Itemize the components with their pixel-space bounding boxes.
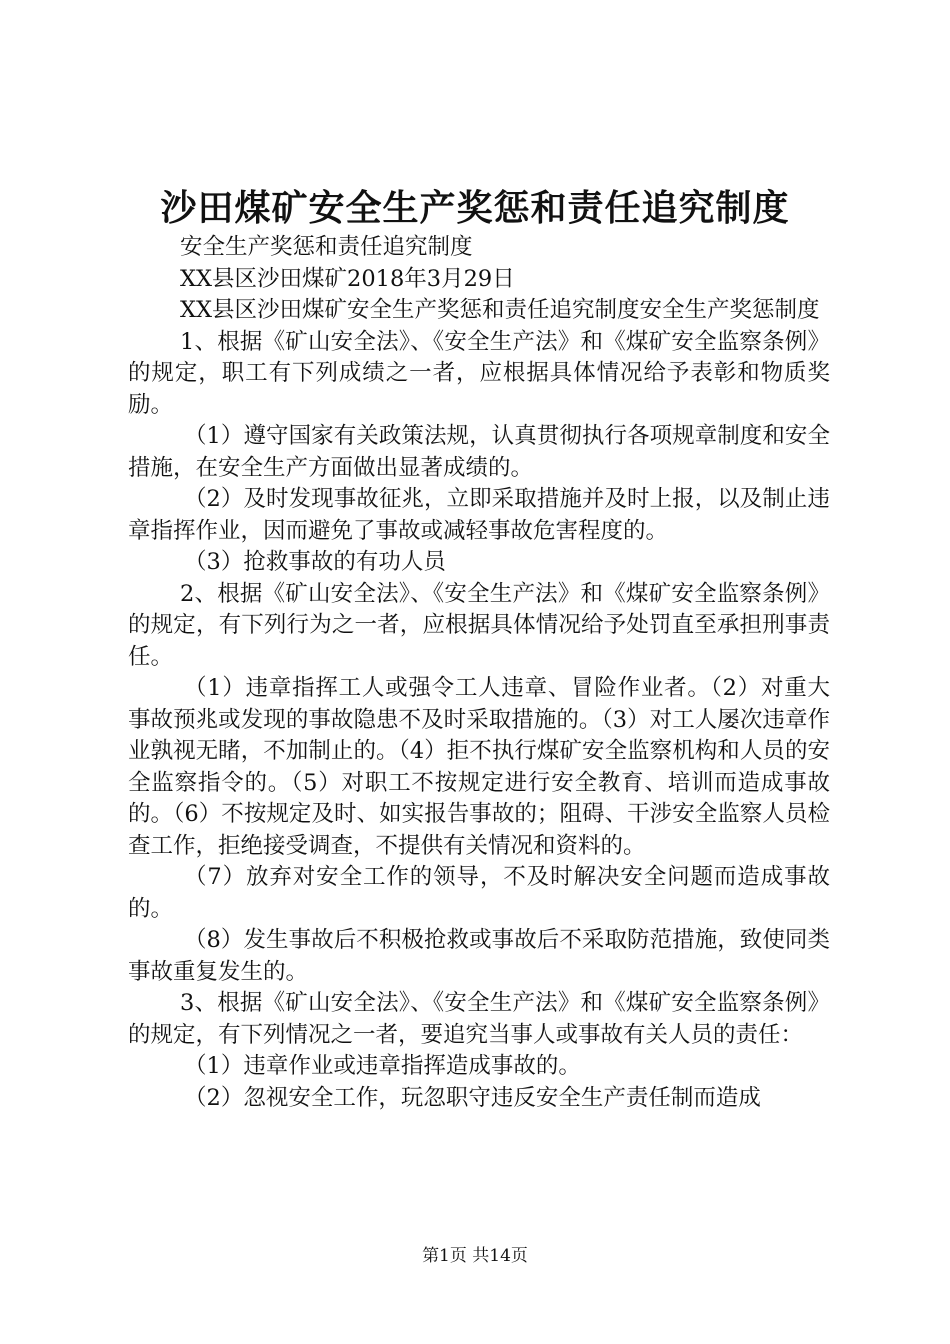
paragraph-article-1: 1、根据《矿山安全法》、《安全生产法》和《煤矿安全监察条例》的规定，职工有下列成绩之一者，应根据具体情况给予表彰和物质奖励。: [128, 328, 830, 418]
paragraph-penalty-items-1-6: （1）违章指挥工人或强令工人违章、冒险作业者。（2）对重大事故预兆或发现的事故隐患不及时采取措施的。（3）对工人屡次违章作业孰视无睹，不加制止的。（4）拒不执行煤矿安全监察机构和人员的安全监察指令的。（5）对职工不按规定进行安全教育、培训而造成事故的。（6）不按规定及时、如实报告事故的；阻碍、干涉安全监察人员检查工作，拒绝接受调查，不提供有关情况和资料的。: [128, 675, 830, 859]
page-number-footer: 第1页 共14页: [422, 1246, 528, 1266]
paragraph-section-heading: XX县区沙田煤矿安全生产奖惩和责任追究制度安全生产奖惩制度: [180, 297, 820, 323]
paragraph-reward-item-2: （2）及时发现事故征兆，立即采取措施并及时上报，以及制止违章指挥作业，因而避免了事故或减轻事故危害程度的。: [128, 486, 830, 544]
paragraph-article-3: 3、根据《矿山安全法》、《安全生产法》和《煤矿安全监察条例》的规定，有下列情况之一者，要追究当事人或事故有关人员的责任：: [128, 990, 830, 1048]
paragraph-issuer-date: XX县区沙田煤矿2018年3月29日: [180, 265, 515, 292]
document-title: 沙田煤矿安全生产奖惩和责任追究制度: [160, 187, 790, 229]
paragraph-subtitle: 安全生产奖惩和责任追究制度: [180, 234, 473, 260]
paragraph-reward-item-1: （1）遵守国家有关政策法规，认真贯彻执行各项规章制度和安全措施，在安全生产方面做出显著成绩的。: [128, 423, 830, 481]
paragraph-article-2: 2、根据《矿山安全法》、《安全生产法》和《煤矿安全监察条例》的规定，有下列行为之一者，应根据具体情况给予处罚直至承担刑事责任。: [128, 580, 830, 670]
paragraph-liability-item-1: （1）违章作业或违章指挥造成事故的。: [184, 1053, 581, 1079]
document-body: [128, 232, 830, 1114]
paragraph-penalty-item-7: （7）放弃对安全工作的领导，不及时解决安全问题而造成事故的。: [128, 864, 830, 922]
paragraph-reward-item-3: （3）抢救事故的有功人员: [184, 549, 446, 575]
paragraph-penalty-item-8: （8）发生事故后不积极抢救或事故后不采取防范措施，致使同类事故重复发生的。: [128, 927, 830, 985]
paragraph-liability-item-2: （2）忽视安全工作，玩忽职守违反安全生产责任制而造成: [184, 1084, 761, 1111]
